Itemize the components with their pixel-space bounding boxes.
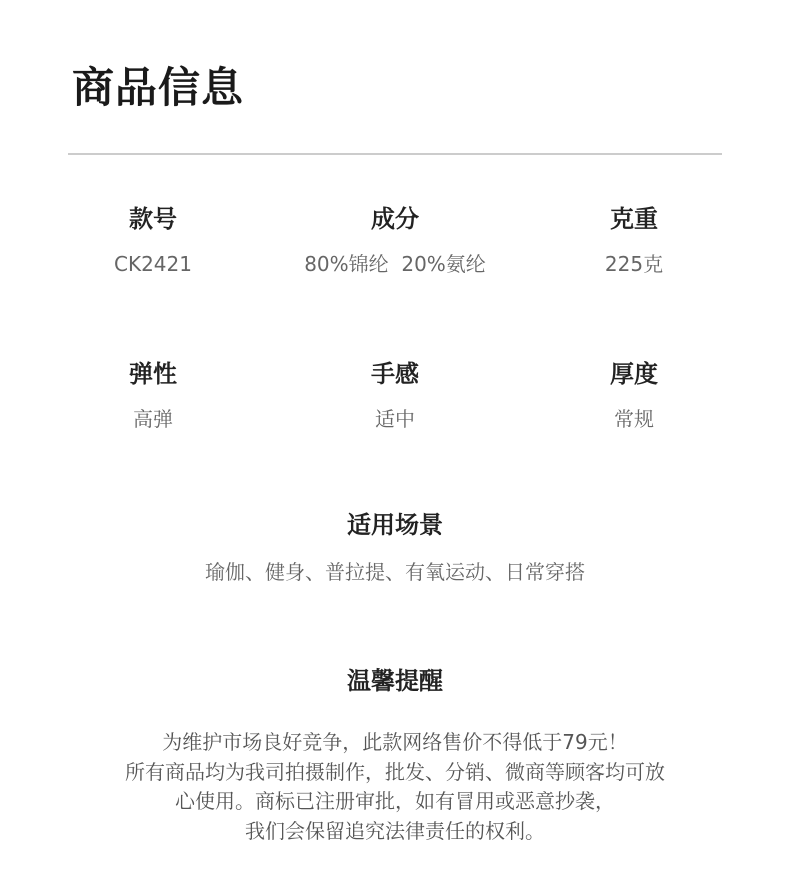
page-title: 商品信息 — [72, 63, 245, 112]
notice-line: 心使用。商标已注册审批，如有冒用或恶意抄袭， — [175, 789, 615, 813]
spec-value: 80%锦纶 20%氨纶 — [304, 252, 486, 276]
notice-line: 我们会保留追究法律责任的权利。 — [245, 818, 545, 843]
scenes-section — [0, 508, 790, 586]
notice-line: 所有商品均为我司拍摄制作，批发、分销、微商等顾客均可放 — [125, 759, 665, 784]
spec-label: 成分 — [371, 205, 419, 233]
scenes-title: 适用场景 — [347, 511, 443, 539]
spec-value: 适中 — [375, 407, 415, 431]
spec-elasticity — [23, 357, 283, 433]
notice-section — [0, 664, 790, 846]
spec-label: 弹性 — [129, 360, 177, 388]
spec-label: 克重 — [610, 205, 658, 233]
spec-thickness — [504, 357, 764, 433]
spec-label: 手感 — [371, 360, 419, 388]
title-divider — [68, 153, 722, 155]
spec-composition — [265, 202, 525, 278]
notice-body — [0, 728, 790, 846]
spec-style-number — [23, 202, 283, 278]
scenes-text: 瑜伽、健身、普拉提、有氧运动、日常穿搭 — [205, 560, 585, 584]
spec-label: 款号 — [129, 205, 177, 233]
notice-title: 温馨提醒 — [347, 667, 443, 695]
spec-value: 225克 — [604, 252, 664, 276]
spec-value: 常规 — [614, 407, 654, 431]
spec-value: 高弹 — [133, 407, 173, 431]
notice-line: 为维护市场良好竞争，此款网络售价不得低于79元！ — [162, 730, 628, 754]
spec-label: 厚度 — [610, 360, 658, 388]
spec-feel — [265, 357, 525, 433]
spec-value: CK2421 — [114, 252, 192, 276]
spec-weight — [504, 202, 764, 278]
